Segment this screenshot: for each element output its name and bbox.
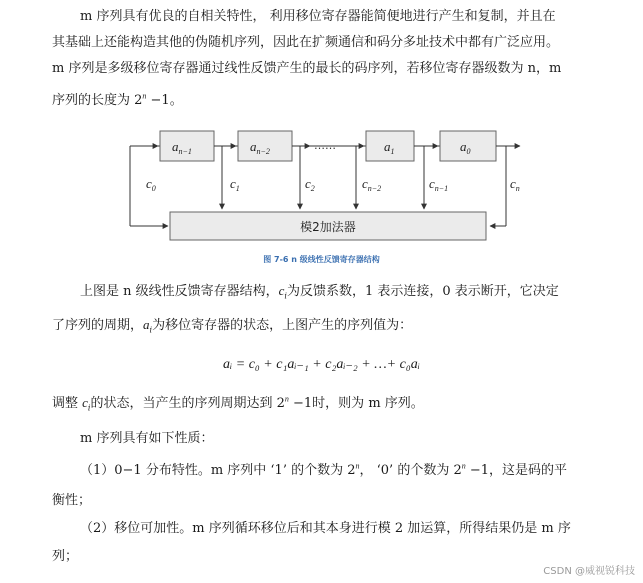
coefficient-label xyxy=(230,176,240,193)
coefficient-sub: n xyxy=(515,184,520,193)
coefficient-label xyxy=(362,176,381,193)
coefficient-sub: 1 xyxy=(235,184,240,193)
coefficient-label xyxy=(305,176,315,193)
text-segment: 上图是 n 级线性反馈寄存器结构， xyxy=(80,284,279,299)
paragraph-6-line-2: 列； xyxy=(52,549,79,564)
register-ellipsis: …… xyxy=(314,139,336,152)
math-var: c xyxy=(278,283,285,298)
math-var: c xyxy=(82,395,88,410)
coefficient-sub: 2 xyxy=(310,184,315,193)
coefficient-label xyxy=(510,176,520,193)
paragraph-1-line-3: m 序列是多级移位寄存器通过线性反馈产生的最长的码序列，若移位寄存器级数为 n，m xyxy=(52,61,562,76)
superscript: n xyxy=(355,461,360,471)
subscript: i xyxy=(149,325,153,335)
coefficient-var: c xyxy=(146,176,152,191)
text-segment: 的状态，当产生的序列周期达到 2 xyxy=(90,396,285,411)
text-segment: （1）0−1 分布特性。m 序列中 ‘1’ 的个数为 2 xyxy=(80,463,356,478)
paragraph-5-line-2: 衡性； xyxy=(52,493,92,508)
subscript: i xyxy=(87,403,91,413)
coefficient-var: c xyxy=(230,176,236,191)
text-segment: ， ‘0’ 的个数为 2 xyxy=(359,463,462,478)
paragraph-3 xyxy=(52,394,424,413)
coefficient-label xyxy=(429,176,448,193)
coefficient-var: c xyxy=(305,176,311,191)
register-sub: 0 xyxy=(466,147,471,156)
text-segment: −1，这是码的平 xyxy=(465,463,568,478)
watermark: CSDN @威视锐科技 xyxy=(543,566,635,577)
register-sub: n−1 xyxy=(178,147,192,156)
register-sub: n−2 xyxy=(256,147,270,156)
register-var: a xyxy=(172,139,179,154)
text-segment: 为反馈系数，1 表示连接，0 表示断开，它决定 xyxy=(286,284,559,299)
text-segment: 为移位寄存器的状态，上图产生的序列值为： xyxy=(152,318,413,333)
coefficient-sub: n−1 xyxy=(434,184,449,193)
register-var: a xyxy=(460,139,467,154)
superscript: n xyxy=(284,394,289,404)
paragraph-2-line-2 xyxy=(52,316,412,335)
register-var: a xyxy=(384,139,391,154)
mod2-adder-label: 模2加法器 xyxy=(300,220,356,234)
coefficient-var: c xyxy=(362,176,368,191)
paragraph-1-line-1: m 序列具有优良的自相关特性， 利用移位寄存器能简便地进行产生和复制，并且在 xyxy=(80,9,556,24)
register-var: a xyxy=(250,139,257,154)
paragraph-4: m 序列具有如下性质： xyxy=(80,431,214,446)
text-segment: −1。 xyxy=(146,93,183,108)
paragraph-1-line-2: 其基础上还能构造其他的伪随机序列，因此在扩频通信和码分多址技术中都有广泛应用。 xyxy=(52,35,560,50)
figure-caption: 图 7-6 n 级线性反馈寄存器结构 xyxy=(263,255,380,264)
text-segment: −1时，则为 m 序列。 xyxy=(288,396,424,411)
sequence-formula: aᵢ = c₀ + c₁aᵢ₋₁ + c₂aᵢ₋₂ + …+ c₀aᵢ xyxy=(223,357,420,372)
register-box xyxy=(440,131,496,161)
register-box xyxy=(160,131,214,161)
text-segment: 序列的长度为 2 xyxy=(52,93,143,108)
coefficient-var: c xyxy=(510,176,516,191)
coefficient-sub: n−2 xyxy=(367,184,382,193)
text-segment: 调整 xyxy=(52,396,83,411)
register-sub: 1 xyxy=(390,147,395,156)
subscript: i xyxy=(284,291,287,301)
math-var: a xyxy=(143,317,150,332)
paragraph-2-line-1 xyxy=(80,282,559,301)
coefficient-sub: 0 xyxy=(151,184,156,193)
text-segment: 了序列的周期， xyxy=(52,318,144,333)
paragraph-6-line-1: （2）移位可加性。m 序列循环移位后和其本身进行模 2 加运算，所得结果仍是 m 序 xyxy=(80,521,571,536)
superscript: n xyxy=(142,91,147,101)
coefficient-var: c xyxy=(429,176,435,191)
superscript: n xyxy=(461,461,466,471)
paragraph-5-line-1 xyxy=(80,462,567,480)
coefficient-label xyxy=(146,176,156,193)
register-box xyxy=(238,131,292,161)
